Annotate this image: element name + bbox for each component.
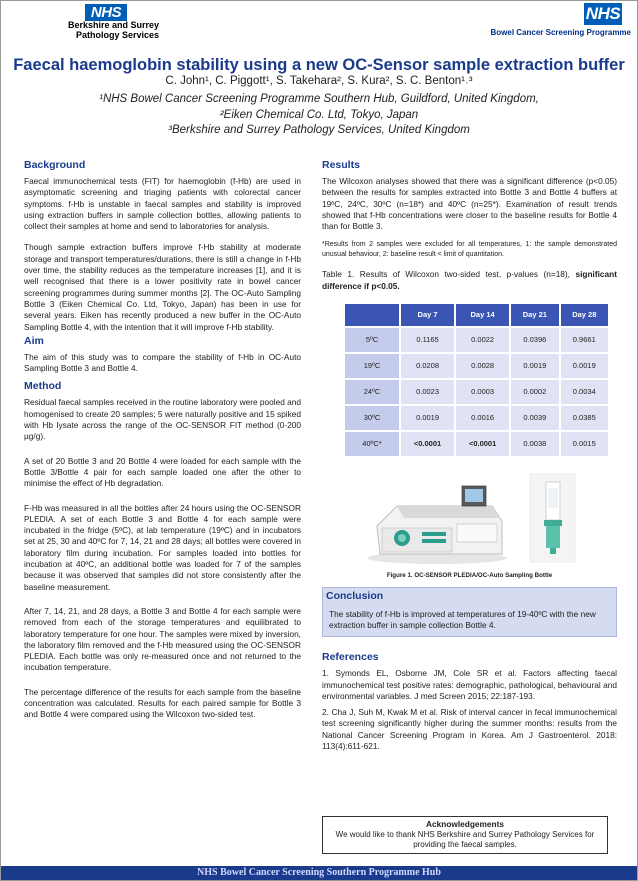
aim-heading: Aim [24,334,44,347]
results-note: *Results from 2 samples were excluded for all temperatures, 1: the sample demonstrated unusual behaviour, 2: baseline result < limit of quantitation. [322,241,617,258]
table-cell: 0.0015 [561,432,608,456]
org-left-line2: Pathology Services [75,30,159,40]
references-section [322,651,617,752]
results-heading: Results [322,159,360,171]
table-cell: 0.1165 [401,328,454,352]
table-cell: 0.0002 [511,380,558,404]
table-cell: 0.0385 [561,406,608,430]
col-header-day14: Day 14 [456,304,509,326]
table-caption-text: Table 1. Results of Wilcoxon two-sided test, p-values (n=18), [322,269,570,280]
table-header-row [345,304,608,326]
org-name-right: Bowel Cancer Screening Programme [490,28,631,37]
background-heading: Background [24,159,86,171]
affiliation-1: ¹NHS Bowel Cancer Screening Programme Southern Hub, Guildford, United Kingdom, [99,93,539,105]
footer-banner: NHS Bowel Cancer Screening Southern Programme Hub [1,866,637,880]
col-header-day7: Day 7 [401,304,454,326]
conclusion-text: The stability of f-Hb is improved at temperatures of 19-40ºC with the new extraction buffer in sample collection Bottle 4. [322,606,617,638]
poster-title: Faecal haemoglobin stability using a new OC-Sensor sample extraction buffer [13,56,625,74]
results-paragraph: The Wilcoxon analyses showed that there was a significant difference (p<0.05) between the results for samples extracted into Bottle 3 and Bottle 4 buffers at 19ºC, 24ºC, 30ºC (n=18*) and 40ºC (n=25*). Examination of result trends showed that f-Hb concentrations were closer to the baseline results for Bottle 4 than for Bottle 3. [322,176,617,232]
col-header-day21: Day 21 [511,304,558,326]
conclusion-heading: Conclusion [322,587,617,605]
references-heading: References [322,651,379,664]
results-table [343,302,610,458]
table-cell: 0.0023 [401,380,454,404]
table-caption-bold: significant difference if p<0.05. [322,269,617,291]
aim-paragraph: The aim of this study was to compare the stability of f-Hb in OC-Auto Sampling Bottle 3 and Bottle 4. [24,351,301,374]
table-cell: 0.0396 [511,328,558,352]
row-label-40c: 40ºC* [345,432,399,456]
method-paragraph-4: After 7, 14, 21, and 28 days, a Bottle 3 and Bottle 4 for each sample were removed from each of the storage temperatures and equilibrated to laboratory temperature for one hour. The samples were mixed by inversion, the laboratory film removed and the f-Hb measured using the OC-SENSOR PLEDIA. Each bottle was only re-measured once and not returned to the incubation temperature. [24,605,301,673]
table-cell: 0.0034 [561,380,608,404]
table-cell: 0.0003 [456,380,509,404]
table-cell: 0.0039 [511,406,558,430]
affiliation-3: ³Berkshire and Surrey Pathology Services, United Kingdom [168,124,470,136]
table-cell: 0.0016 [456,406,509,430]
table-cell: 0.0019 [561,354,608,378]
row-label-30c: 30ºC [345,406,399,430]
table-row [345,354,608,378]
table-cell: 0.0208 [401,354,454,378]
acknowledgements-box [322,816,608,854]
analyser-and-bottle-illustration [322,466,617,566]
affiliation-2: ²Eiken Chemical Co. Ltd, Tokyo, Japan [219,109,419,121]
table-cell: 0.0022 [456,328,509,352]
table-row [345,328,608,352]
method-paragraph-1: Residual faecal samples received in the routine laboratory were pooled and homogenised to create 20 samples; 5 were naturally positive and 15 spiked with Hb lysate across the range of the OC-SENSOR FIT method (0-200 µg/g). [24,397,301,442]
table-row [345,406,608,430]
table-row [345,432,608,456]
right-column [322,159,617,757]
method-paragraph-5: The percentage difference of the results for each sample from the baseline concentration was calculated. Results for each paired sample for Bottle 3 and Bottle 4 were compared using the Wilcoxon two-sided test. [24,686,301,720]
method-paragraph-2: A set of 20 Bottle 3 and 20 Bottle 4 were loaded for each sample with the Bottle 3/Bottle 4 pair for each sample loaded one after the other to minimise the effect of Hb degradation. [24,455,301,489]
org-left-line1: Berkshire and Surrey [67,20,159,30]
sampling-bottle-icon [530,474,575,562]
table-cell: 0.0019 [511,354,558,378]
row-label-19c: 19ºC [345,354,399,378]
table-cell: 0.9661 [561,328,608,352]
authors: C. John¹, C. Piggott¹, S. Takehara², S. Kura², S. C. Benton¹˒³ [165,75,473,87]
background-paragraph-1: Faecal immunochemical tests (FIT) for haemoglobin (f-Hb) are used in asymptomatic screening and triaging patients with colorectal cancer symptoms. f-Hb is unstable in faecal samples and stability is improved using extraction buffers in sample collection bottles, allowing patients to collect their samples at home and send to laboratories for analysis. [24,176,301,232]
reference-2: 2. Cha J, Suh M, Kwak M et al. Risk of interval cancer in fecal immunochemical test screening significantly higher during the summer months: results from the National Cancer Screening Program in Korea. Am J Gastroenterol. 2018: 113(4):611-621. [322,707,617,752]
table-cell: 0.0028 [456,354,509,378]
table-cell: <0.0001 [456,432,509,456]
row-label-24c: 24ºC [345,380,399,404]
method-heading: Method [24,380,62,393]
left-column [24,159,301,731]
table-corner [345,304,399,326]
row-label-5c: 5ºC [345,328,399,352]
table-cell: 0.0019 [401,406,454,430]
reference-1: 1. Symonds EL, Osborne JM, Cole SR et al. Factors affecting faecal immunochemical test positive rates: demographic, pathological, behavioural and environmental variables. J med Screen 2015; 22:187-193. [322,668,617,701]
method-paragraph-3: F-Hb was measured in all the bottles after 24 hours using the OC-SENSOR PLEDIA. A set of each Bottle 3 and Bottle 4 for each sample were incubated in the fridge (5ºC), at lab temperature (19ºC) and in incubators set at 25, 30 and 40ºC for 7, 14, 21 and 28 days; all bottles were covered in laboratory film during incubation. For samples loaded into bottles for incubation at 40ºC, an additional bottle was loaded for 7 of the samples because it was observed that samples did not store consistently after the baseline measurement. [24,502,302,592]
table-row [345,380,608,404]
figure-caption: Figure 1. OC-SENSOR PLEDIA/OC-Auto Sampling Bottle [386,572,553,580]
figure-1 [322,466,617,566]
col-header-day28: Day 28 [561,304,608,326]
table-caption [322,269,617,292]
table-cell: 0.0038 [511,432,558,456]
nhs-logo-right: NHS [585,4,621,23]
nhs-logo-left: NHS [85,4,127,21]
org-name-left [39,20,159,40]
acknowledgements-text: We would like to thank NHS Berkshire and Surrey Pathology Services for providing the faecal samples. [335,829,595,849]
acknowledgements-heading: Acknowledgements [426,819,504,829]
background-paragraph-2: Though sample extraction buffers improve f-Hb stability at moderate storage and transport temperatures/durations, there is still a change in f-Hb over time, the stability reduces as the temperature increases [1], and it is well recognised that there is a lower positivity rate in bowel cancer screening programmes during summer months [2]. The OC-Auto Sampling Bottle 3 (Eiken Chemical Co. Ltd, Tokyo, Japan) has been in use for several years. Eiken has recently produced a new buffer in the OC-Auto Sampling Bottle 4, with the intention that it will improve f-Hb stability. [24,242,301,332]
analyser-icon [367,486,507,564]
table-cell: <0.0001 [401,432,454,456]
